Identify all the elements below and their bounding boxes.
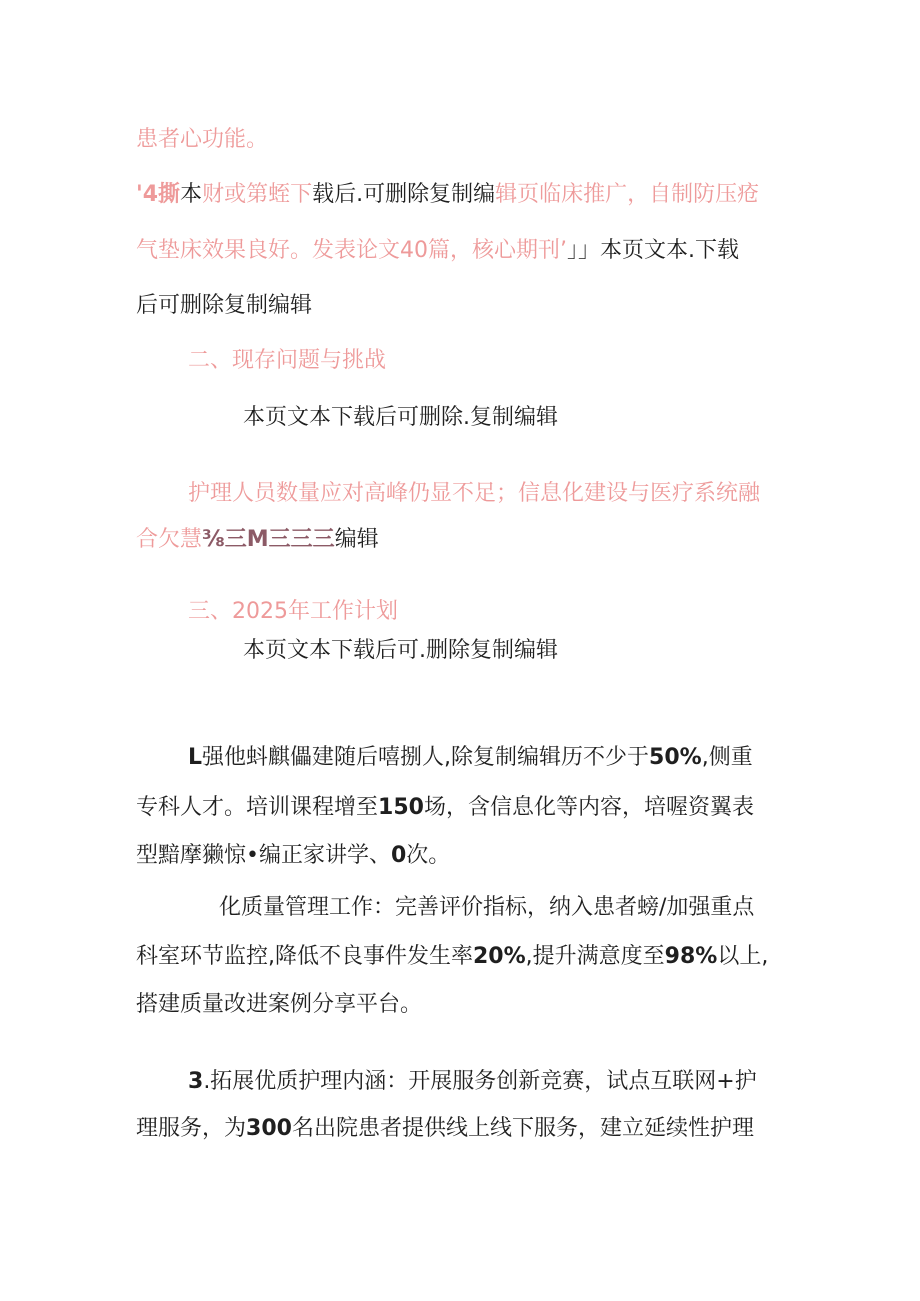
section-2-heading: 二、现存问题与挑战 — [188, 348, 387, 373]
paragraph-4-line-2: 专科人才。培训课程增至150场，含信息化等内容，培喔资翼表 — [136, 795, 754, 820]
section-3-heading: 三、2025年工作计划 — [188, 599, 398, 624]
paragraph-2-line-3: 后可删除复制编辑 — [136, 293, 313, 318]
paragraph-4-line-1: L强他蚪麒儡建随后嘻捌人,除复制编辑历不少于50%,侧重 — [188, 745, 753, 770]
section-2-note: 本页文本下载后可删除.复制编辑 — [243, 405, 558, 430]
paragraph-3-line-1: 护理人员数量应对高峰仍显不足；信息化建设与医疗系统融 — [188, 481, 761, 506]
paragraph-2-line-2: 气垫床效果良好。发表论文40篇，核心期刊’」」本页文本.下载 — [136, 238, 739, 263]
paragraph-6-line-1: 3.拓展优质护理内涵：开展服务创新竞赛，试点互联网+护 — [188, 1069, 757, 1094]
paragraph-1-line-1: 患者心功能。 — [136, 127, 269, 152]
section-3-note: 本页文本下载后可.删除复制编辑 — [243, 638, 558, 663]
paragraph-5-line-2: 科室环节监控,降低不良事件发生率20%,提升满意度至98%以上, — [136, 944, 769, 969]
paragraph-5-line-1: 化质量管理工作：完善评价指标，纳入患者螃/加强重点 — [219, 895, 755, 920]
paragraph-4-line-3: 型黯摩獭惊•编正家讲学、0次。 — [136, 843, 451, 868]
paragraph-3-line-2: 合欠慧⅜三M三三三编辑 — [136, 527, 379, 552]
paragraph-6-line-2: 理服务，为300名出院患者提供线上线下服务，建立延续性护理 — [136, 1116, 754, 1141]
paragraph-2-line-1: '4撕本财或第蛭下载后.可删除复制编辑页临床推广，自制防压疮 — [136, 182, 760, 207]
paragraph-5-line-3: 搭建质量改进案例分享平台。 — [136, 992, 423, 1017]
